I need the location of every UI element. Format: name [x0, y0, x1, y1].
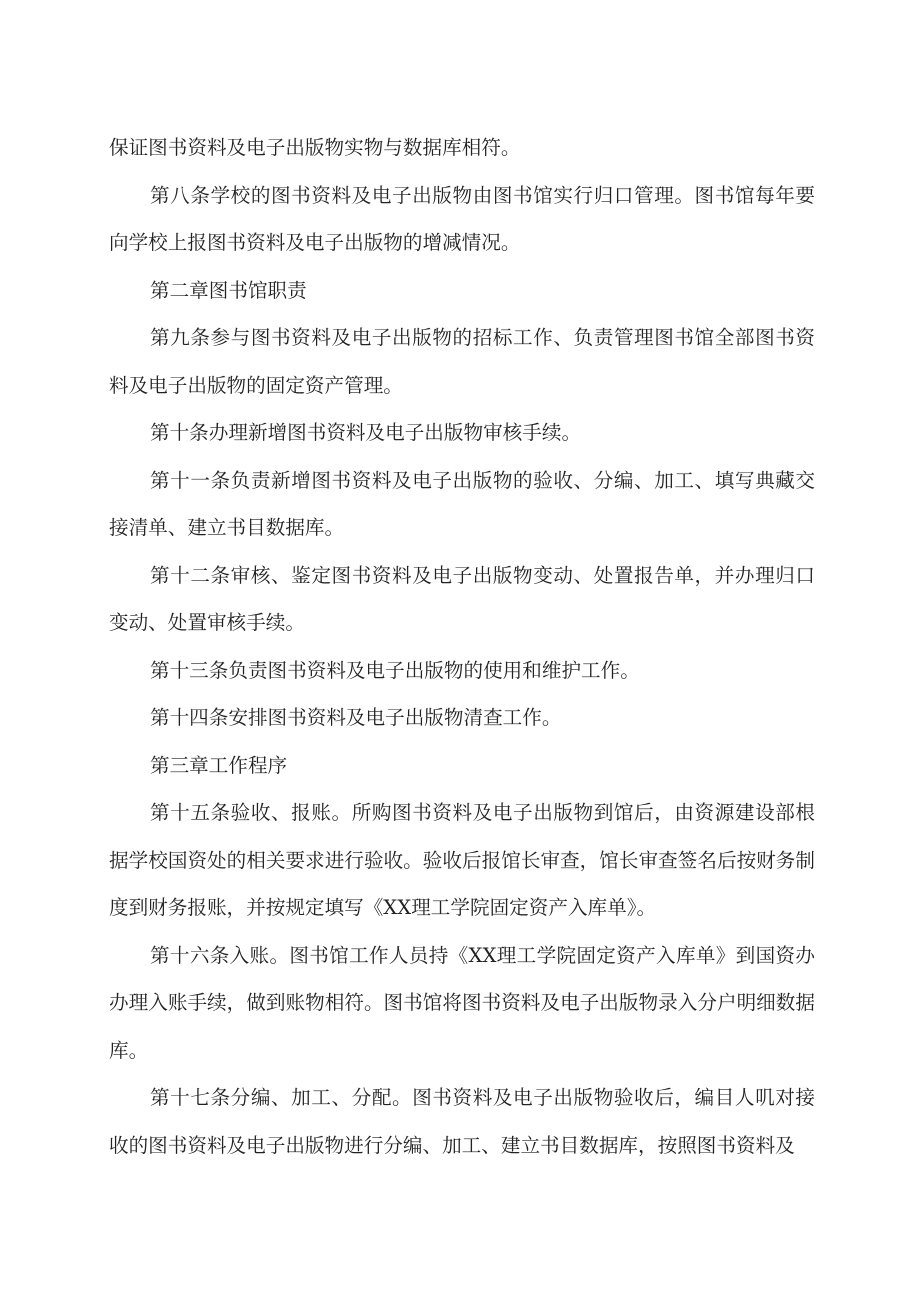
paragraph-article-14: 第十四条安排图书资料及电子出版物清查工作。 [150, 706, 562, 729]
paragraph-article-12: 第十二条审核、鉴定图书资料及电子出版物变动、处置报告单，并办理归口变动、处置审核手续。 [109, 563, 815, 634]
paragraph-article-16: 第十六条入账。图书馆工作人员持《XX理工学院固定资产入库单》到国资办办理入账手续，做到账物相符。图书馆将图书资料及电子出版物录入分户明细数据库。 [109, 943, 815, 1062]
paragraph-article-13: 第十三条负责图书资料及电子出版物的使用和维护工作。 [150, 658, 640, 682]
paragraph-continuation: 保证图书资料及电子出版物实物与数据库相符。 [109, 136, 521, 159]
document-body [109, 124, 815, 1169]
paragraph-article-17: 第十七条分编、加工、分配。图书资料及电子出版物验收后，编目人叽对接收的图书资料及电子出版物进行分编、加工、建立书目数据库，按照图书资料及 [109, 1086, 815, 1157]
paragraph-article-9: 第九条参与图书资料及电子出版物的招标工作、负责管理图书馆全部图书资料及电子出版物的固定资产管理。 [109, 326, 815, 397]
paragraph-article-11: 第十一条负责新增图书资料及电子出版物的验收、分编、加工、填写典藏交接清单、建立书目数据库。 [109, 468, 815, 539]
paragraph-article-8: 第八条学校的图书资料及电子出版物由图书馆实行归口管理。图书馆每年要向学校上报图书资料及电子出版物的增减情况。 [109, 183, 815, 254]
paragraph-article-10: 第十条办理新增图书资料及电子出版物审核手续。 [150, 421, 582, 444]
chapter-heading-3: 第三章工作程序 [150, 753, 288, 777]
chapter-heading-2: 第二章图书馆职责 [150, 278, 307, 302]
paragraph-article-15: 第十五条验收、报账。所购图书资料及电子出版物到馆后，由资源建设部根据学校国资处的相关要求进行验收。验收后报馆长审查，馆长审查签名后按财务制度到财务报账，并按规定填写《XX理工学院固定资产入库单》。 [109, 801, 815, 919]
